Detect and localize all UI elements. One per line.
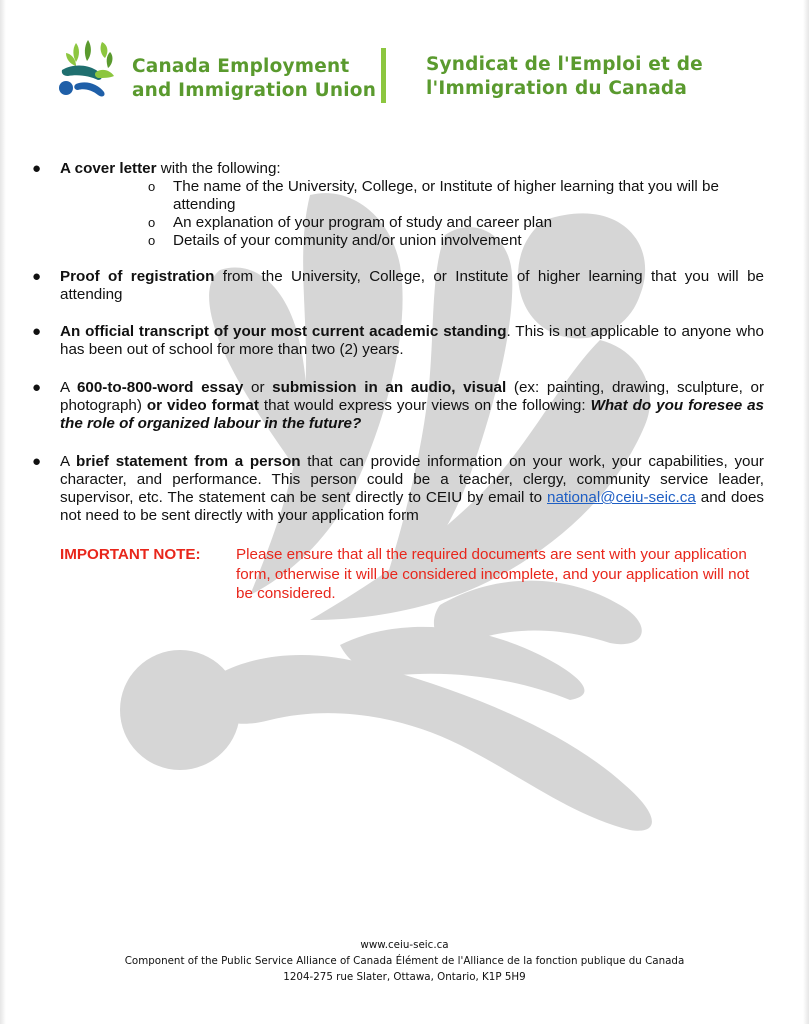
bullet-icon: ●	[32, 160, 42, 177]
statement-text-a: A	[60, 453, 77, 470]
sub-item-text: An explanation of your program of study and career plan	[173, 214, 553, 231]
ceiu-logo-icon	[58, 40, 120, 102]
footer-address: 1204-275 rue Slater, Ottawa, Ontario, K1P 5H9	[283, 971, 526, 983]
transcript-heading: An official transcript of your most current academic standing	[60, 323, 507, 340]
page-edge-right	[803, 0, 809, 1024]
footer	[0, 937, 809, 985]
essay-text-b: or	[243, 379, 273, 396]
sub-item-text: Details of your community and/or union involvement	[173, 232, 522, 249]
footer-website: www.ceiu-seic.ca	[360, 939, 449, 951]
org-name-fr-line1: Syndicat de l'Emploi et de	[426, 54, 703, 75]
header-divider	[381, 48, 386, 103]
org-name-french	[426, 53, 706, 101]
sub-list-item	[148, 214, 764, 232]
essay-question: What do you foresee as the role of organized labour in the future?	[60, 397, 764, 432]
org-name-en-line1: Canada Employment	[132, 56, 350, 77]
essay-text-a: A	[60, 379, 77, 396]
org-name-english	[132, 55, 377, 103]
statement-text-c: and does not need to be sent directly with your application form	[60, 489, 764, 524]
proof-text: from the University, College, or Institute of higher learning that you will be attending	[60, 268, 764, 303]
transcript-text: . This is not applicable to anyone who has been out of school for more than two (2) years.	[60, 323, 764, 358]
essay-item	[32, 379, 765, 433]
bullet-icon: ●	[32, 453, 42, 470]
sub-list-item	[148, 178, 764, 214]
circle-bullet-icon: o	[148, 179, 156, 194]
bullet-icon: ●	[32, 268, 42, 285]
proof-heading: Proof of registration	[60, 268, 215, 285]
circle-bullet-icon: o	[148, 233, 156, 248]
org-name-fr-line2: l'Immigration du Canada	[426, 78, 688, 99]
footer-component: Component of the Public Service Alliance of Canada Élément de l'Alliance de la fonction publique du Canada	[124, 955, 685, 967]
essay-text-d: that would express your views on the following:	[258, 397, 591, 414]
statement-heading: brief statement from a person	[76, 453, 301, 470]
transcript-item	[32, 323, 764, 359]
page-edge-left	[0, 0, 6, 1024]
bullet-icon: ●	[32, 323, 42, 340]
cover-letter-intro: with the following:	[156, 160, 281, 177]
statement-item	[32, 453, 764, 525]
circle-bullet-icon: o	[148, 215, 156, 230]
essay-bold-b: submission in an audio, visual	[272, 379, 507, 396]
cover-letter-item	[32, 160, 764, 250]
statement-text-b: that can provide information on your work, your capabilities, your character, and performance. This person could be a teacher, clergy, community service leader, supervisor, etc. The statement can be sent directly to CEIU by email to	[60, 453, 764, 506]
proof-of-registration-item	[32, 268, 764, 304]
email-link[interactable]: national@ceiu-seic.ca	[547, 489, 696, 506]
cover-letter-heading: A cover letter	[60, 160, 157, 177]
important-note-text: Please ensure that all the required documents are sent with your application form, otherwise it will be considered incomplete, and your application will not be considered.	[236, 546, 750, 602]
cover-letter-sub-list	[60, 178, 764, 250]
bullet-icon: ●	[32, 379, 42, 396]
sub-list-item	[148, 232, 764, 250]
important-note-label: IMPORTANT NOTE:	[60, 546, 201, 563]
essay-text-c: (ex: painting, drawing, sculpture, or photograph)	[60, 379, 765, 414]
sub-item-text: The name of the University, College, or Institute of higher learning that you will be attending	[173, 178, 719, 213]
org-name-en-line2: and Immigration Union	[132, 80, 377, 101]
letterhead	[0, 0, 809, 140]
essay-bold-c: or video format	[146, 397, 259, 414]
essay-bold-a: 600-to-800-word essay	[76, 379, 244, 396]
